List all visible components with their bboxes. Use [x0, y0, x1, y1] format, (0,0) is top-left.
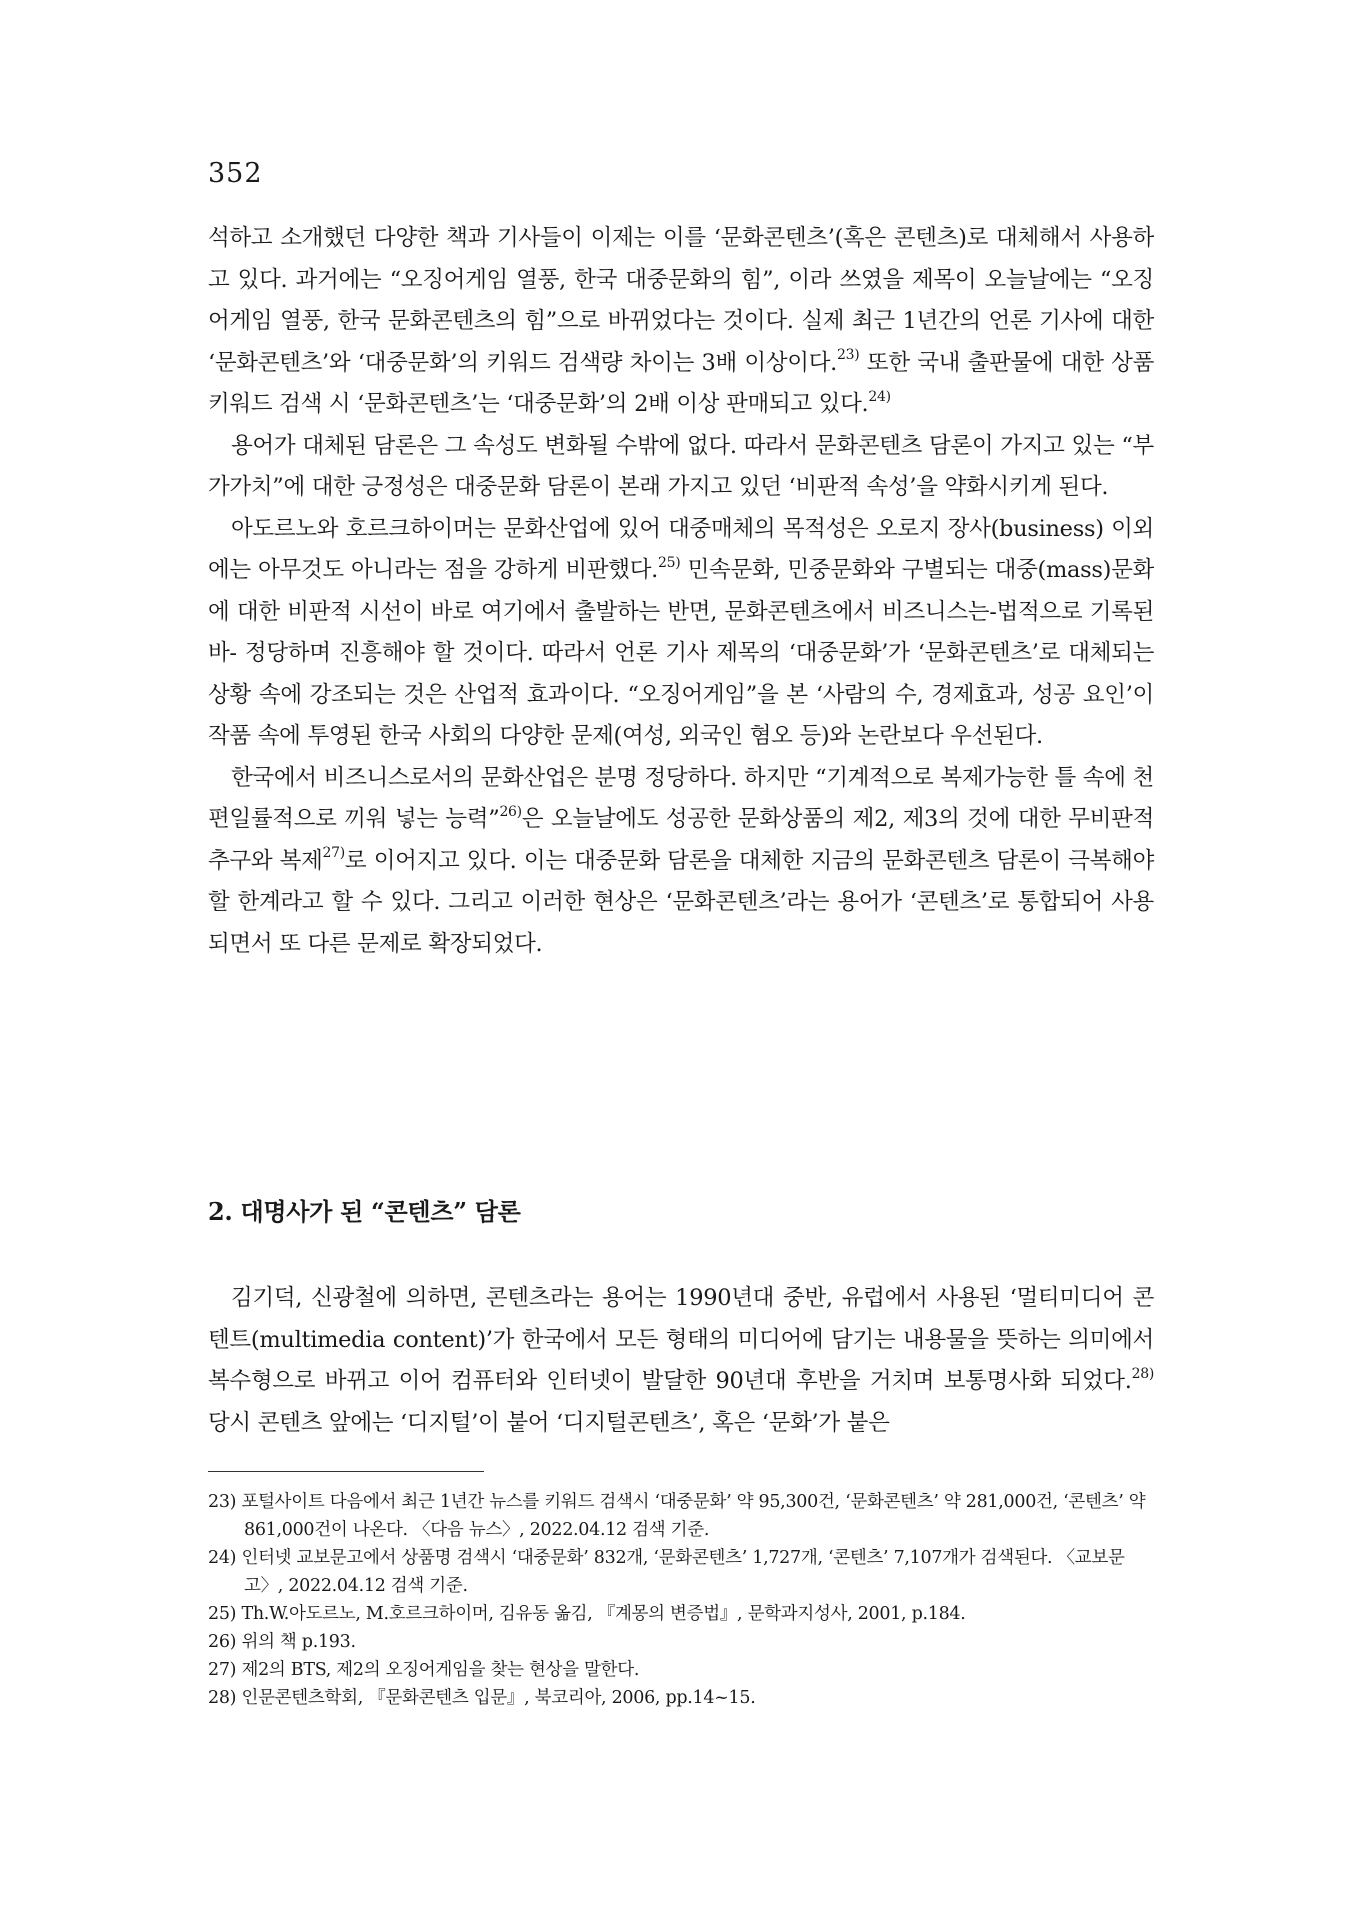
footnote-ref: 24) [868, 388, 891, 405]
text-run: 석하고 소개했던 다양한 책과 기사들이 이제는 이를 ‘문화콘텐츠’(혹은 콘텐츠)로 대체해서 사용하고 있다. 과거에는 “오징어게임 열풍, 한국 대중문화의 힘”, 이라 쓰였을 제목이 오늘날에는 “오징어게임 열풍, 한국 문화콘텐츠의 힘”으로 바뀌었다는 것이다. 실제 최근 1년간의 언론 기사에 대한 ‘문화콘텐츠’와 ‘대중문화’의 키워드 검색량 차이는 3배 이상이다. [208, 225, 1154, 376]
text-run: 용어가 대체된 담론은 그 속성도 변화될 수밖에 없다. 따라서 문화콘텐츠 담론이 가지고 있는 “부가가치”에 대한 긍정성은 대중문화 담론이 본래 가지고 있던 ‘비판적 속성’을 약화시키게 된다. [208, 432, 1154, 500]
paragraph [208, 426, 1154, 509]
text-run: 한국에서 비즈니스로서의 문화산업은 분명 정당하다. 하지만 “기계적으로 복제가능한 틀 속에 천편일률적으로 끼워 넣는 능력” [208, 764, 1154, 832]
body-text-bottom [208, 1278, 1154, 1444]
text-run: 당시 콘텐츠 앞에는 ‘디지털’이 붙어 ‘디지털콘텐츠’, 혹은 ‘문화’가 붙은 [208, 1409, 890, 1436]
paragraph [208, 758, 1154, 966]
body-text-top [208, 218, 1154, 965]
text-run: 민속문화, 민중문화와 구별되는 대중(mass)문화에 대한 비판적 시선이 바로 여기에서 출발하는 반면, 문화콘텐츠에서 비즈니스는-법적으로 기록된바- 정당하며 진흥해야 할 것이다. 따라서 언론 기사 제목의 ‘대중문화’가 ‘문화콘텐츠’로 대체되는 상황 속에 강조되는 것은 산업적 효과이다. “오징어게임”을 본 ‘사람의 수, 경제효과, 성공 요인’이 작품 속에 투영된 한국 사회의 다양한 문제(여성, 외국인 혐오 등)와 논란보다 우선된다. [208, 557, 1154, 749]
text-run: 김기덕, 신광철에 의하면, 콘텐츠라는 용어는 1990년대 중반, 유럽에서 사용된 ‘멀티미디어 콘텐트(multimedia content)’가 한국에서 모든 형태의 미디어에 담기는 내용물을 뜻하는 의미에서 복수형으로 바뀌고 이어 컴퓨터와 인터넷이 발달한 90년대 후반을 거치며 보통명사화 되었다. [208, 1285, 1154, 1394]
text-run: 아도르노와 호르크하이머는 문화산업에 있어 대중매체의 목적성은 오로지 장사(business) 이외에는 아무것도 아니라는 점을 강하게 비판했다. [208, 515, 1154, 583]
footnote-divider [208, 1471, 484, 1472]
footnote-ref: 28) [1131, 1365, 1154, 1382]
footnote-item: 27) 제2의 BTS, 제2의 오징어게임을 찾는 현상을 말한다. [208, 1660, 640, 1680]
page-number: 352 [208, 158, 263, 189]
text-run: 또한 국내 출판물에 대한 상품 키워드 검색 시 ‘문화콘텐츠’는 ‘대중문화’의 2배 이상 판매되고 있다. [208, 349, 1155, 417]
section-heading: 2. 대명사가 된 “콘텐츠” 담론 [208, 1197, 521, 1226]
text-run: 은 오늘날에도 성공한 문화상품의 제2, 제3의 것에 대한 무비판적 추구와 복제 [208, 806, 1154, 874]
text-run: 로 이어지고 있다. 이는 대중문화 담론을 대체한 지금의 문화콘텐츠 담론이 극복해야 할 한계라고 할 수 있다. 그리고 이러한 현상은 ‘문화콘텐츠’라는 용어가 ‘콘텐츠’로 통합되어 사용되면서 또 다른 문제로 확장되었다. [208, 847, 1155, 957]
footnote-item: 25) Th.W.아도르노, M.호르크하이머, 김유동 옮김, 『계몽의 변증법』, 문학과지성사, 2001, p.184. [208, 1604, 966, 1624]
footnote-item: 24) 인터넷 교보문고에서 상품명 검색시 ‘대중문화’ 832개, ‘문화콘텐츠’ 1,727개, ‘콘텐츠’ 7,107개가 검색된다. 〈교보문고〉, 2022.04.12 검색 기준. [208, 1548, 1125, 1596]
footnote-ref: 25) [658, 554, 681, 571]
paragraph [208, 509, 1154, 758]
footnotes [208, 1488, 1154, 1712]
footnote-item: 26) 위의 책 p.193. [208, 1632, 356, 1652]
footnote-ref: 23) [837, 347, 860, 363]
footnote-ref: 27) [322, 845, 345, 861]
paragraph [208, 218, 1154, 426]
footnote-item: 28) 인문콘텐츠학회, 『문화콘텐츠 입문』, 북코리아, 2006, pp.14~15. [208, 1688, 756, 1708]
paragraph [208, 1278, 1154, 1444]
footnote-ref: 26) [499, 803, 522, 820]
footnote-item: 23) 포털사이트 다음에서 최근 1년간 뉴스를 키워드 검색시 ‘대중문화’ 약 95,300건, ‘문화콘텐츠’ 약 281,000건, ‘콘텐츠’ 약 861,000건이 나온다. 〈다음 뉴스〉, 2022.04.12 검색 기준. [208, 1492, 1146, 1540]
